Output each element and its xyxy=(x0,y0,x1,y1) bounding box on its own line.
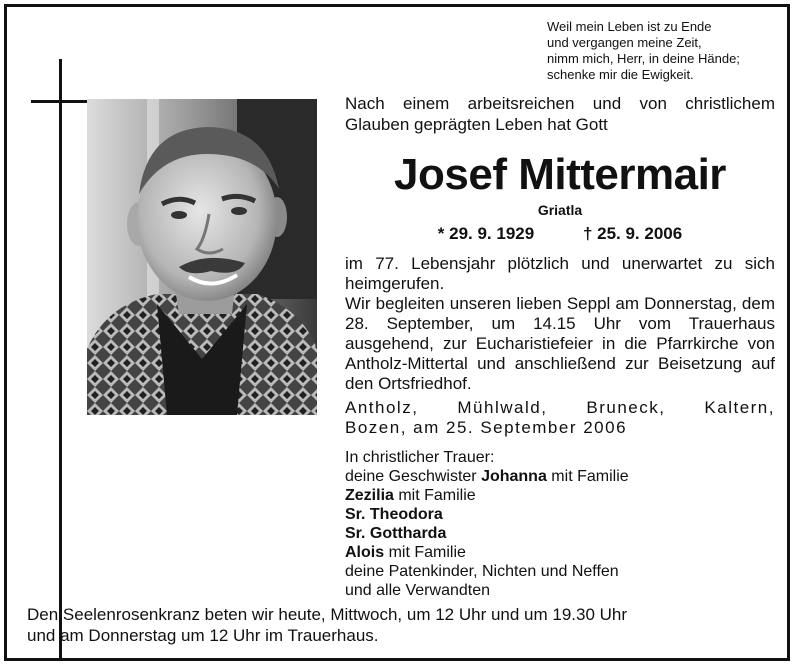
verse-line: nimm mich, Herr, in deine Hände; xyxy=(547,51,740,66)
funeral-text: Wir begleiten unseren lieben Seppl am Donnerstag, dem 28. September, um 14.15 Uhr vom Trauerhaus ausgehend, zur Eucharistiefeier in die Pfarrkirche von Antholz-Mittertal und anschließend zur Beisetzung auf den Ortsfriedhof. xyxy=(345,294,775,393)
rosary-line: und am Donnerstag um 12 Uhr im Trauerhaus. xyxy=(27,626,379,645)
deceased-name: Josef Mittermair xyxy=(394,150,726,199)
mourner-line: Sr. Theodora xyxy=(345,506,443,523)
verse-line: Weil mein Leben ist zu Ende xyxy=(547,19,712,34)
mourner-line: deine Geschwister Johanna mit Familie xyxy=(345,468,629,485)
mourner-line: und alle Verwandten xyxy=(345,582,490,599)
verse xyxy=(547,19,783,83)
rosary-line: Den Seelenrosenkranz beten wir heute, Mittwoch, um 12 Uhr und um 19.30 Uhr xyxy=(27,605,628,624)
cross-icon-vertical xyxy=(59,59,62,661)
portrait-icon xyxy=(87,99,317,415)
verse-line: und vergangen meine Zeit, xyxy=(547,35,702,50)
called-home-text: im 77. Lebensjahr plötzlich und unerwartet zu sich heimgerufen. xyxy=(345,254,775,293)
intro-text: Nach einem arbeitsreichen und von christlichem Glauben geprägten Leben hat Gott xyxy=(345,94,775,134)
mourners-list xyxy=(345,448,775,600)
mourners-heading: In christlicher Trauer: xyxy=(345,449,495,466)
mourner-line: deine Patenkinder, Nichten und Neffen xyxy=(345,563,619,580)
places-line: Antholz, Mühlwald, Bruneck, Kaltern, xyxy=(345,398,775,417)
life-dates xyxy=(345,224,775,244)
birth-date: * 29. 9. 1929 xyxy=(437,224,535,243)
nickname: Griatla xyxy=(537,202,583,218)
obituary-body xyxy=(345,254,775,600)
mourner-line: Zezilia mit Familie xyxy=(345,487,476,504)
verse-line: schenke mir die Ewigkeit. xyxy=(547,67,694,82)
death-date: † 25. 9. 2006 xyxy=(582,224,683,243)
mourner-line: Alois mit Familie xyxy=(345,544,466,561)
portrait-photo xyxy=(87,99,317,415)
rosary-notice xyxy=(27,604,787,646)
obituary-card xyxy=(4,4,790,661)
cross-icon-horizontal xyxy=(31,100,87,103)
places-date-line: Bozen, am 25. September 2006 xyxy=(345,418,628,437)
mourner-line: Sr. Gotthardа xyxy=(345,525,447,542)
